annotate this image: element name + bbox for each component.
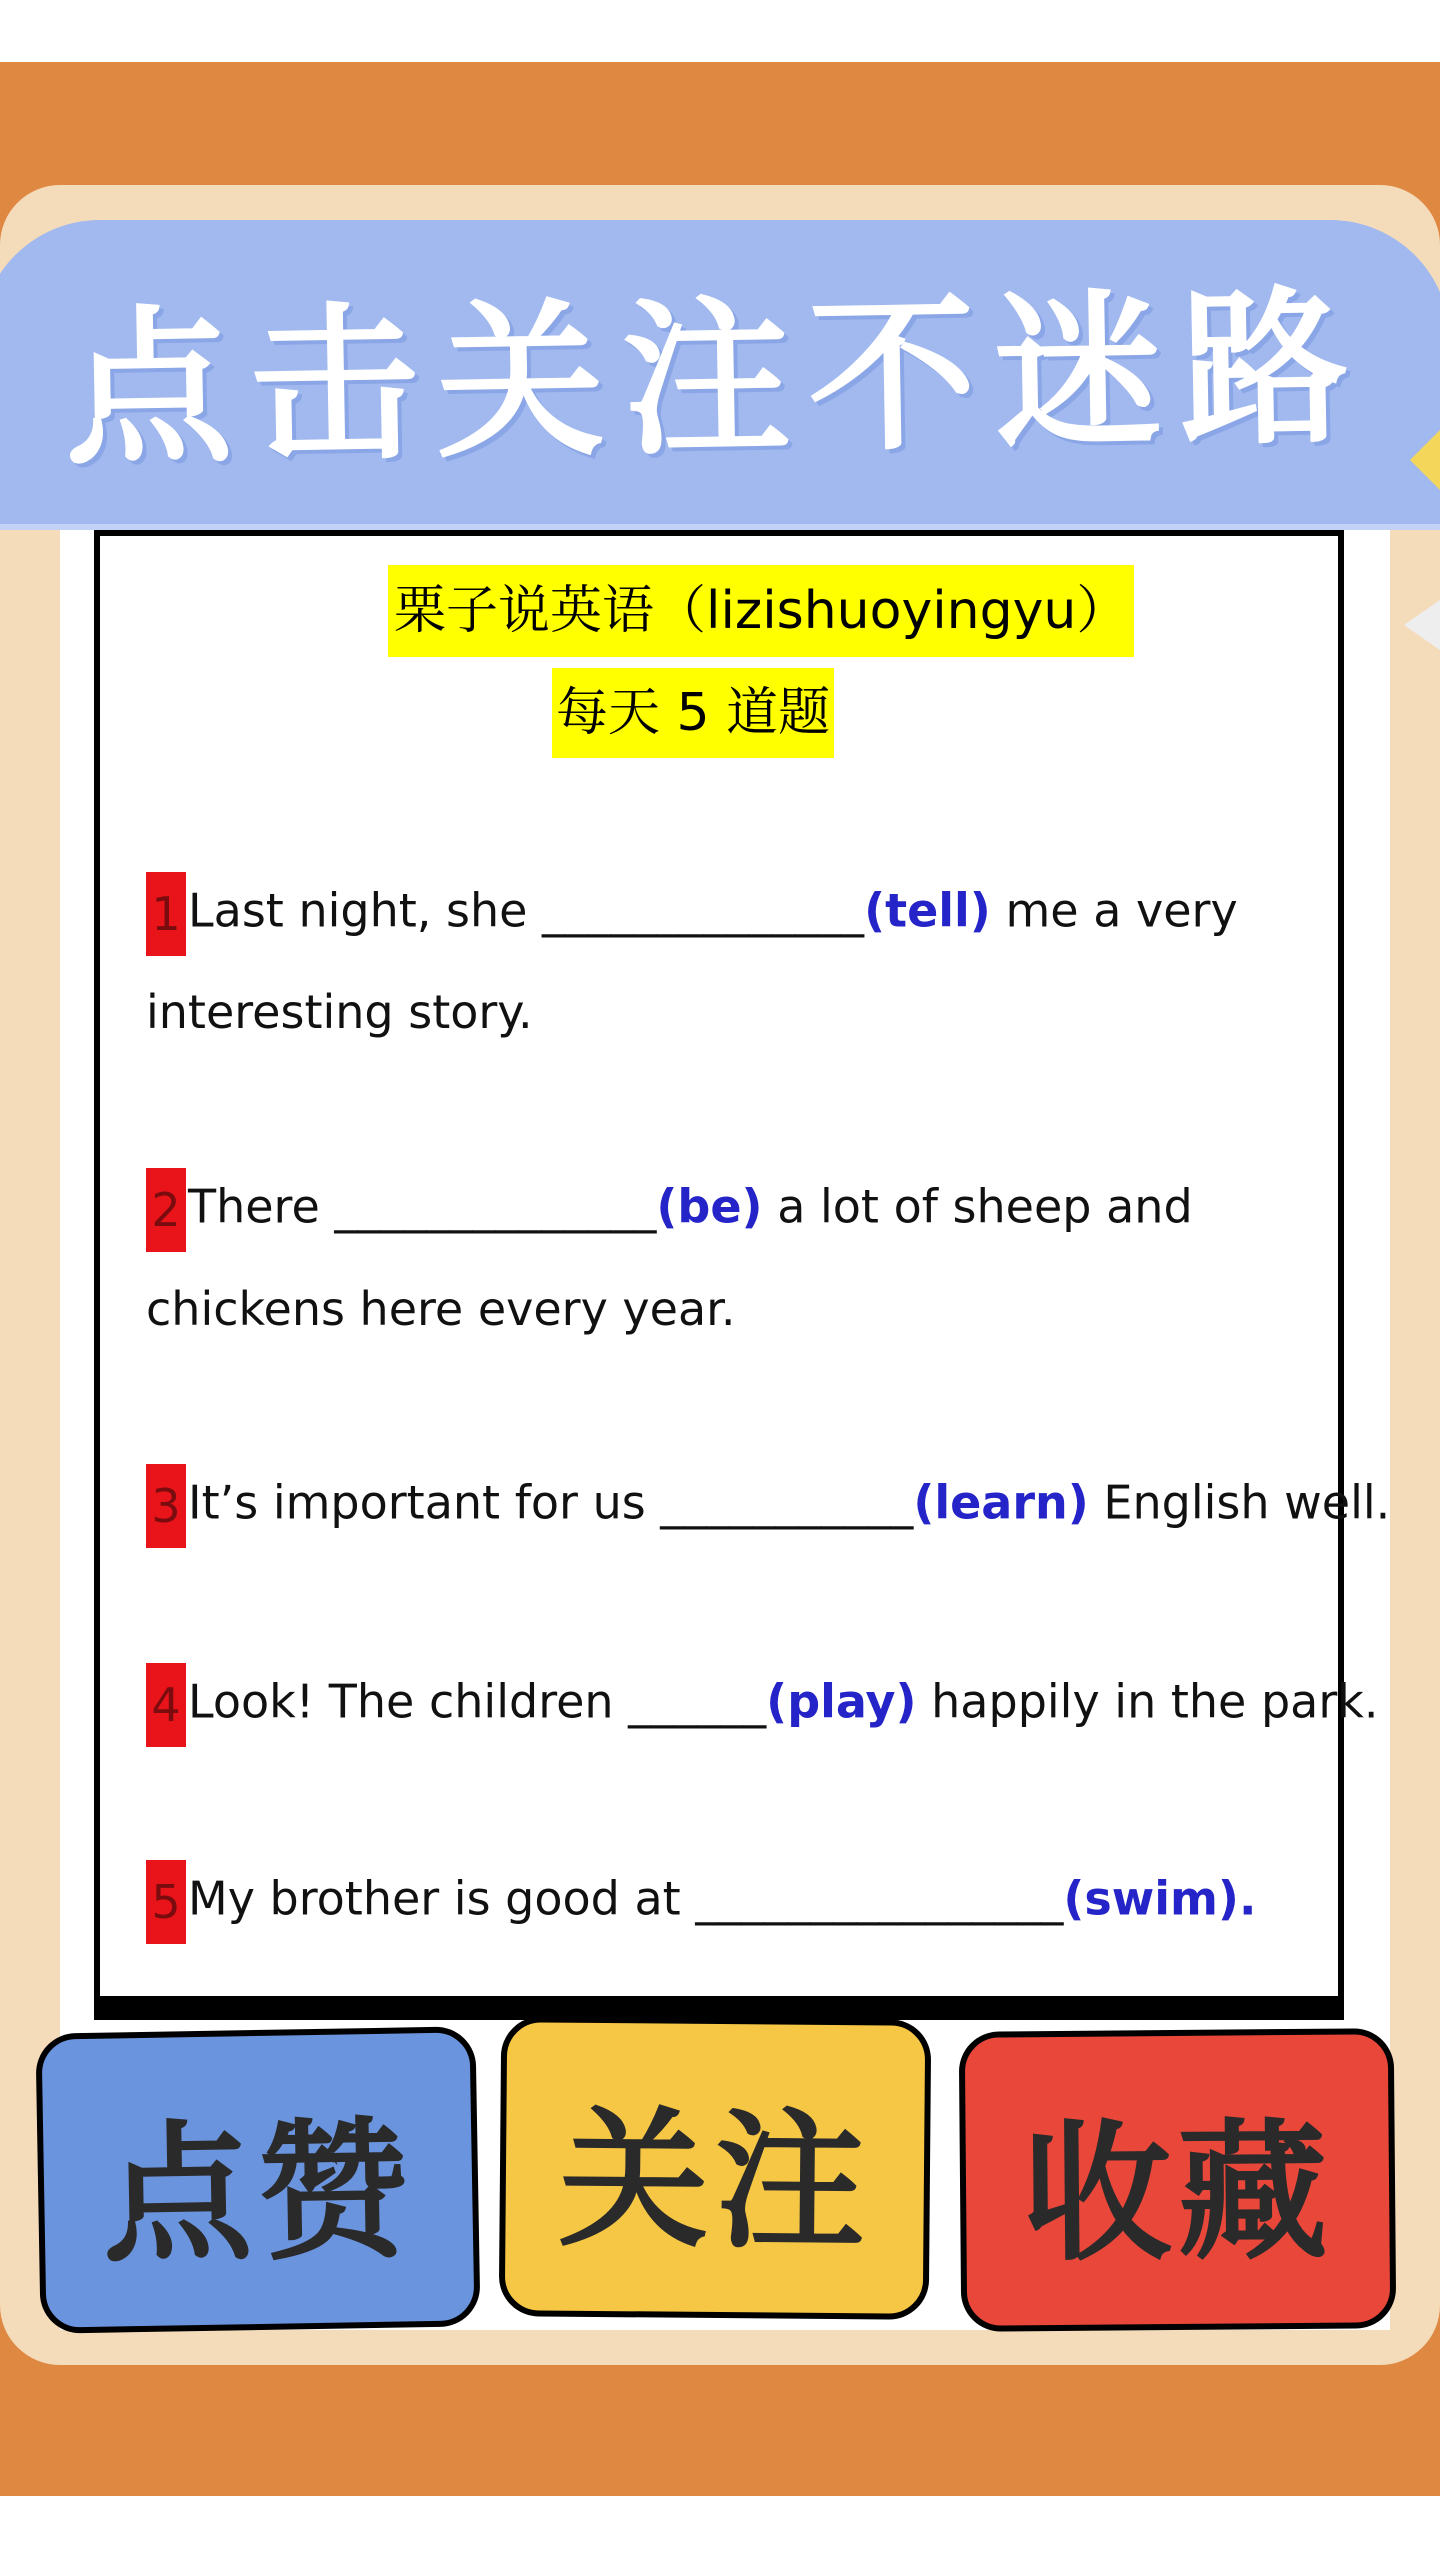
question-number-1: 1 bbox=[146, 872, 186, 956]
question-2 bbox=[146, 1168, 1193, 1252]
question-3-hint: (learn) bbox=[913, 1475, 1089, 1530]
follow-banner[interactable] bbox=[0, 220, 1440, 530]
action-buttons bbox=[0, 2030, 1440, 2350]
follow-button[interactable]: 关注 bbox=[499, 2016, 932, 2320]
question-1-text: Last night, she ______________ bbox=[188, 883, 865, 938]
like-button[interactable]: 点赞 bbox=[35, 2026, 480, 2334]
bottom-margin bbox=[0, 2496, 1440, 2560]
question-1-hint: (tell) bbox=[864, 883, 991, 938]
question-2-text: There ______________ bbox=[188, 1179, 657, 1234]
question-4-hint: (play) bbox=[766, 1674, 917, 1729]
page-title: 栗子说英语（lizishuoyingyu） bbox=[388, 565, 1134, 657]
question-1-after: me a very bbox=[990, 883, 1238, 938]
question-4 bbox=[146, 1663, 1379, 1747]
question-5-text: My brother is good at ________________ bbox=[188, 1871, 1064, 1926]
question-4-after: happily in the park. bbox=[916, 1674, 1379, 1729]
page-subtitle: 每天 5 道题 bbox=[552, 668, 834, 758]
question-number-3: 3 bbox=[146, 1464, 186, 1548]
top-margin bbox=[0, 0, 1440, 62]
banner-text: 点击关注不迷路 bbox=[62, 269, 1368, 488]
question-number-4: 4 bbox=[146, 1663, 186, 1747]
question-3 bbox=[146, 1464, 1390, 1548]
question-2-hint: (be) bbox=[656, 1179, 763, 1234]
question-5-hint: (swim). bbox=[1063, 1871, 1257, 1926]
question-1-continuation: interesting story. bbox=[146, 985, 533, 1039]
question-2-after: a lot of sheep and bbox=[762, 1179, 1193, 1234]
question-3-after: English well. bbox=[1088, 1475, 1391, 1530]
question-2-continuation: chickens here every year. bbox=[146, 1282, 736, 1336]
question-3-text: It’s important for us ___________ bbox=[188, 1475, 914, 1530]
question-number-2: 2 bbox=[146, 1168, 186, 1252]
question-number-5: 5 bbox=[146, 1860, 186, 1944]
question-5 bbox=[146, 1860, 1256, 1944]
favorite-button[interactable]: 收藏 bbox=[959, 2028, 1397, 2332]
question-1 bbox=[146, 872, 1238, 956]
question-4-text: Look! The children ______ bbox=[188, 1674, 767, 1729]
